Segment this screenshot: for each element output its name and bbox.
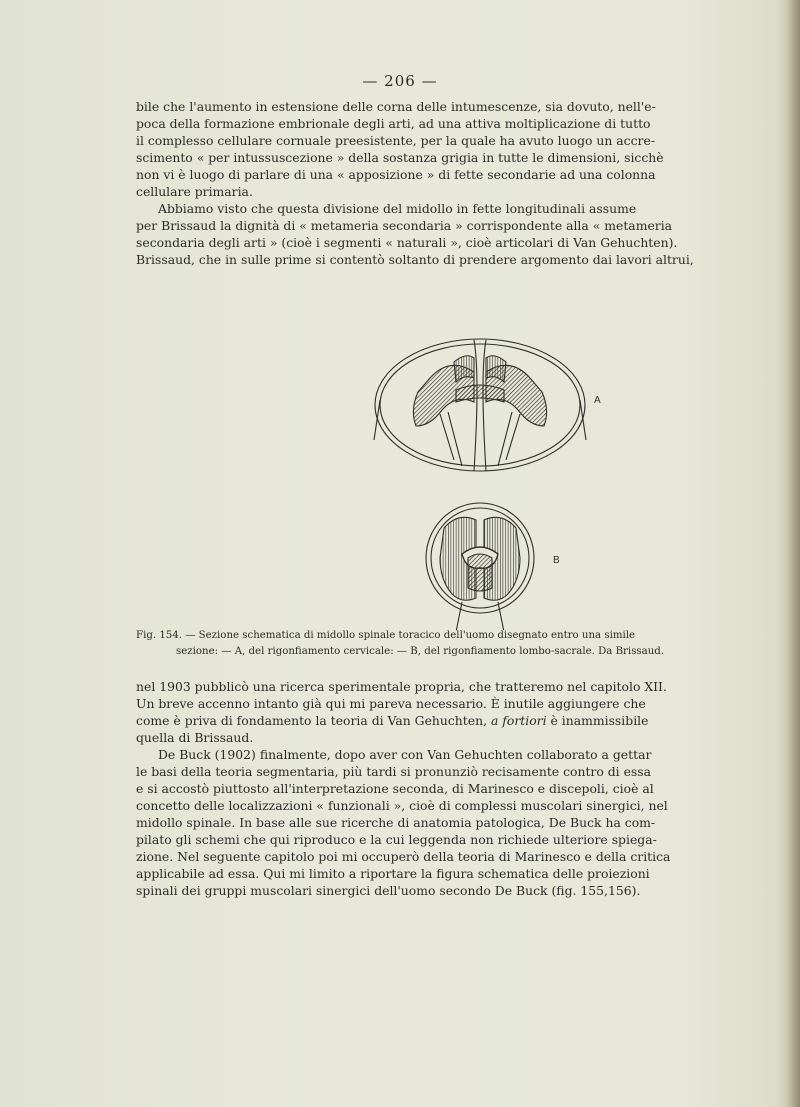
text-line: bile che l'aumento in estensione delle corna delle intumescenze, sia dovuto, nell'e- xyxy=(136,99,656,114)
text-line: secondaria degli arti » (cioè i segmenti « naturali », cioè articolari di Van Gehuchten). xyxy=(136,235,678,250)
text-line: midollo spinale. In base alle sue ricerche di anatomia patologica, De Buck ha com- xyxy=(136,815,656,830)
text-line: concetto delle localizzazioni « funzionali », cioè di complessi muscolari sinergici, nel xyxy=(136,798,668,813)
median-fissure-a xyxy=(474,340,486,471)
spinal-cord-figure xyxy=(370,330,620,630)
line-tail: è inammissibile xyxy=(550,713,649,728)
section-a xyxy=(374,339,586,471)
line-start: come è priva di fondamento la teoria di Van Gehuchten, xyxy=(136,713,488,728)
ventral-roots-a xyxy=(440,412,520,466)
text-line: non vi è luogo di parlare di una « apposizione » di fette secondarie ad una colonna xyxy=(136,167,656,182)
paragraph-1 xyxy=(136,98,752,200)
side-lines-a xyxy=(374,400,586,440)
label-a: A xyxy=(594,395,601,406)
text-line: Un breve accenno intanto già qui mi pareva necessario. È inutile aggiungere che xyxy=(136,696,646,711)
cord-outline-a xyxy=(375,339,585,471)
text-line: zione. Nel seguente capitolo poi mi occuperò della teoria di Marinesco e della critica xyxy=(136,849,671,864)
caption-line-1: Fig. 154. — Sezione schematica di midollo spinale toracico dell'uomo disegnato entro una simile xyxy=(136,630,636,641)
center-commissure-b xyxy=(468,554,492,591)
text-line: applicabile ad essa. Qui mi limito a riportare la figura schematica delle proiezioni xyxy=(136,866,650,881)
cord-inner-outline-a xyxy=(380,344,580,466)
text-line: poca della formazione embrionale degli arti, ad una attiva moltiplicazione di tutto xyxy=(136,116,651,131)
commissure-a xyxy=(456,385,504,402)
text-line: nel 1903 pubblicò una ricerca sperimentale propria, che tratteremo nel capitolo XII. xyxy=(136,679,667,694)
text-line: De Buck (1902) finalmente, dopo aver con Van Gehuchten collaborato a gettar xyxy=(158,747,652,762)
spinal-cord-diagram xyxy=(370,330,620,630)
text-line: scimento « per intussuscezione » della sostanza grigia in tutte le dimensioni, sicchè xyxy=(136,150,664,165)
text-line: per Brissaud la dignità di « metameria secondaria » corrispondente alla « metameria xyxy=(136,218,673,233)
figure-caption xyxy=(136,628,752,660)
text-line: le basi della teoria segmentaria, più tardi si pronunziò recisamente contro di essa xyxy=(136,764,652,779)
page-number: — 206 — xyxy=(362,72,438,90)
caption-line-2: sezione: — A, del rigonfiamento cervicale: — B, del rigonfiamento lombo-sacrale. Da Brissaud. xyxy=(176,646,665,657)
text-line: pilato gli schemi che qui riproduco e la cui leggenda non richiede ulteriore spiega- xyxy=(136,832,657,847)
paragraph-4 xyxy=(136,746,752,899)
paragraph-3 xyxy=(136,678,752,746)
text-line: Brissaud, che in sulle prime si contentò soltanto di prendere argomento dai lavori altrui, xyxy=(136,252,694,267)
text-line: quella di Brissaud. xyxy=(136,730,254,745)
text-line: e si accostò piuttosto all'interpretazione seconda, di Marinesco e discepoli, cioè al xyxy=(136,781,654,796)
text-line: cellulare primaria. xyxy=(136,184,253,199)
roots-b xyxy=(456,602,504,630)
paragraph-2 xyxy=(136,200,752,268)
label-b: B xyxy=(553,555,560,566)
text-line: spinali dei gruppi muscolari sinergici dell'uomo secondo De Buck (fig. 155,156). xyxy=(136,883,641,898)
text-line xyxy=(136,712,752,729)
page-edge xyxy=(786,0,800,1107)
section-b xyxy=(426,503,534,630)
text-line: il complesso cellulare cornuale preesistente, per la quale ha avuto luogo un accre- xyxy=(136,133,656,148)
italic-phrase: a fortiori xyxy=(490,713,547,728)
text-line: Abbiamo visto che questa divisione del midollo in fette longitudinali assume xyxy=(158,201,637,216)
